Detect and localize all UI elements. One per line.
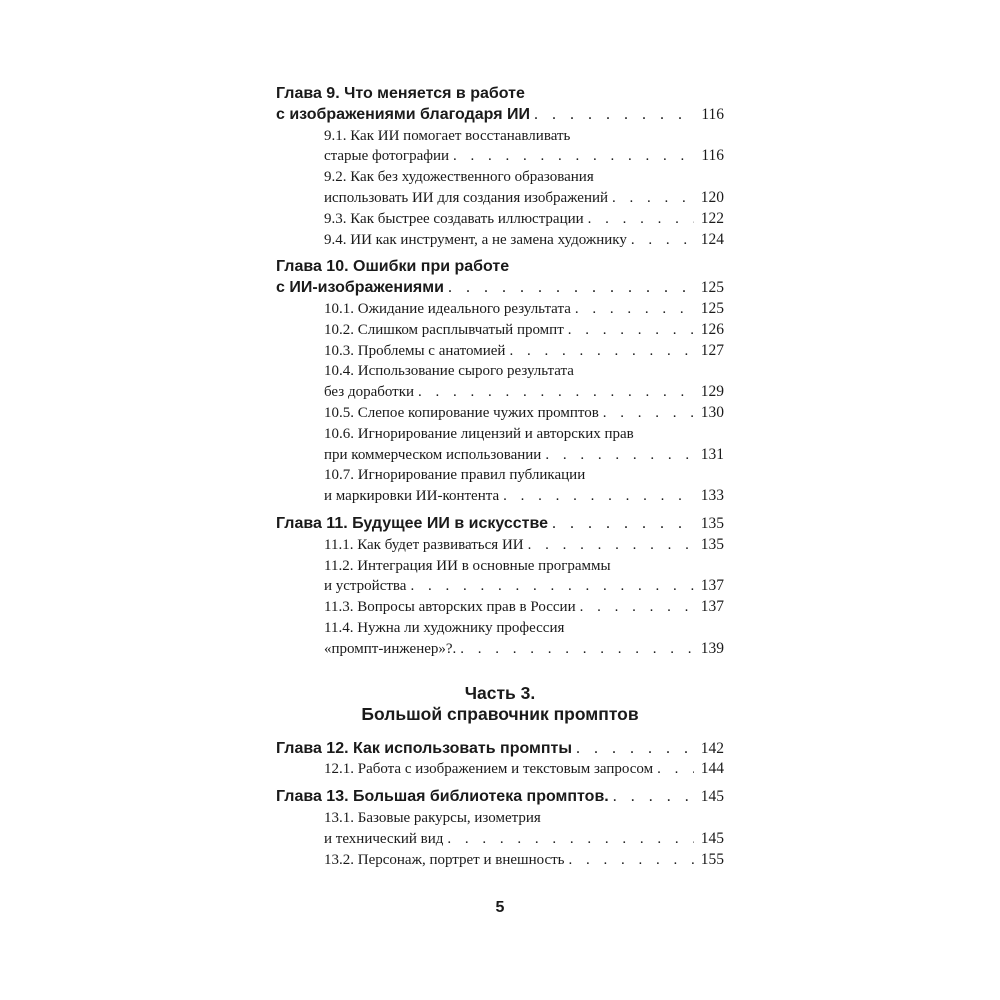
toc-entry[interactable] bbox=[276, 230, 724, 251]
toc-chapter-10 bbox=[276, 257, 724, 507]
leader-dots bbox=[509, 341, 694, 362]
toc-entry[interactable] bbox=[276, 445, 724, 466]
toc-entry[interactable] bbox=[276, 486, 724, 507]
toc-entry[interactable] bbox=[276, 209, 724, 230]
section-title-line: 11.4. Нужна ли художнику профессия bbox=[324, 619, 565, 636]
part-heading bbox=[276, 683, 724, 725]
page-ref: 126 bbox=[700, 320, 724, 338]
leader-dots bbox=[569, 850, 694, 871]
leader-dots bbox=[534, 105, 694, 126]
page-ref: 116 bbox=[701, 147, 724, 165]
leader-dots bbox=[580, 597, 694, 618]
chapter-title-line: Глава 13. Большая библиотека промптов. bbox=[276, 788, 609, 806]
toc-entry[interactable] bbox=[276, 146, 724, 167]
leader-dots bbox=[631, 230, 694, 251]
leader-dots bbox=[448, 278, 694, 299]
page-ref: 116 bbox=[701, 105, 724, 123]
toc-entry[interactable] bbox=[276, 341, 724, 362]
leader-dots bbox=[603, 403, 694, 424]
leader-dots bbox=[568, 320, 694, 341]
toc-entry[interactable] bbox=[276, 320, 724, 341]
toc-entry[interactable] bbox=[276, 597, 724, 618]
section-title-line: 13.2. Персонаж, портрет и внешность bbox=[324, 851, 565, 868]
toc-chapter-12 bbox=[276, 739, 724, 781]
page-ref: 139 bbox=[700, 639, 724, 657]
chapter-title-line: Глава 10. Ошибки при работе bbox=[276, 258, 510, 276]
chapter-title-line: с изображениями благодаря ИИ bbox=[276, 105, 531, 123]
page-ref: 145 bbox=[700, 829, 724, 847]
section-title-line: 9.2. Как без художественного образования bbox=[324, 169, 594, 186]
page-ref: 131 bbox=[700, 445, 724, 463]
section-title-line: 13.1. Базовые ракурсы, изометрия bbox=[324, 809, 541, 826]
page-ref: 135 bbox=[700, 535, 724, 553]
section-title-line: 10.3. Проблемы с анатомией bbox=[324, 342, 506, 359]
leader-dots bbox=[447, 829, 694, 850]
section-title-line: использовать ИИ для создания изображений bbox=[324, 189, 609, 206]
page-ref: 133 bbox=[700, 487, 724, 505]
toc-chapter-13 bbox=[276, 787, 724, 870]
leader-dots bbox=[612, 188, 694, 209]
page-ref: 125 bbox=[700, 299, 724, 317]
page-ref: 144 bbox=[700, 760, 724, 778]
section-title-line: и технический вид bbox=[324, 830, 444, 847]
section-title-line: 9.3. Как быстрее создавать иллюстрации bbox=[324, 210, 584, 227]
section-title-line: 10.4. Использование сырого результата bbox=[324, 363, 574, 380]
toc-entry[interactable] bbox=[276, 739, 724, 760]
section-title-line: 11.1. Как будет развиваться ИИ bbox=[324, 536, 524, 553]
leader-dots bbox=[418, 382, 694, 403]
leader-dots bbox=[552, 514, 694, 535]
page-ref: 142 bbox=[700, 739, 724, 757]
page-ref: 124 bbox=[700, 230, 724, 248]
leader-dots bbox=[575, 299, 694, 320]
section-title-line: старые фотографии bbox=[324, 148, 450, 165]
toc-entry[interactable] bbox=[276, 188, 724, 209]
page-ref: 127 bbox=[700, 341, 724, 359]
leader-dots bbox=[410, 576, 694, 597]
page-ref: 125 bbox=[700, 279, 724, 297]
toc-entry[interactable] bbox=[276, 514, 724, 535]
toc-entry[interactable] bbox=[276, 850, 724, 871]
toc-entry[interactable] bbox=[276, 278, 724, 299]
section-title-line: 10.7. Игнорирование правил публикации bbox=[324, 467, 586, 484]
toc-entry[interactable] bbox=[276, 829, 724, 850]
page-ref: 135 bbox=[700, 514, 724, 532]
leader-dots bbox=[453, 146, 694, 167]
page-ref: 145 bbox=[700, 788, 724, 806]
section-title-line: 12.1. Работа с изображением и текстовым запросом bbox=[324, 761, 654, 778]
page-number: 5 bbox=[495, 899, 505, 916]
toc-entry[interactable] bbox=[276, 403, 724, 424]
toc-entry[interactable] bbox=[276, 759, 724, 780]
section-title-line: без доработки bbox=[324, 384, 415, 401]
page-ref: 120 bbox=[700, 188, 724, 206]
part-title: Большой справочник промптов bbox=[361, 703, 639, 724]
toc-entry[interactable] bbox=[276, 382, 724, 403]
page-ref: 130 bbox=[700, 403, 724, 421]
chapter-title-line: Глава 12. Как использовать промпты bbox=[276, 739, 573, 757]
leader-dots bbox=[657, 759, 694, 780]
toc-entry[interactable] bbox=[276, 787, 724, 808]
section-title-line: 11.3. Вопросы авторских прав в России bbox=[324, 599, 576, 616]
leader-dots bbox=[613, 787, 694, 808]
toc-chapter-11 bbox=[276, 514, 724, 660]
section-title-line: и устройства bbox=[324, 578, 407, 595]
leader-dots bbox=[588, 209, 694, 230]
toc-chapter-9 bbox=[276, 84, 724, 250]
section-title-line: 9.1. Как ИИ помогает восстанавливать bbox=[324, 127, 571, 144]
section-title-line: «промпт-инженер»?. bbox=[324, 640, 457, 657]
toc-entry[interactable] bbox=[276, 299, 724, 320]
chapter-title-line: Глава 11. Будущее ИИ в искусстве bbox=[276, 514, 549, 532]
toc-entry[interactable] bbox=[276, 535, 724, 556]
section-title-line: 11.2. Интеграция ИИ в основные программы bbox=[324, 557, 611, 574]
section-title-line: 10.6. Игнорирование лицензий и авторских прав bbox=[324, 425, 634, 442]
section-title-line: 10.5. Слепое копирование чужих промптов bbox=[324, 404, 599, 421]
page-ref: 155 bbox=[700, 850, 724, 868]
toc-entry[interactable] bbox=[276, 105, 724, 126]
leader-dots bbox=[460, 639, 694, 660]
table-of-contents bbox=[276, 84, 724, 877]
section-title-line: 10.2. Слишком расплывчатый промпт bbox=[324, 321, 564, 338]
page-ref: 137 bbox=[700, 598, 724, 616]
leader-dots bbox=[503, 486, 694, 507]
page-ref: 129 bbox=[700, 383, 724, 401]
leader-dots bbox=[528, 535, 694, 556]
page-ref: 122 bbox=[700, 209, 724, 227]
section-title-line: и маркировки ИИ-контента bbox=[324, 488, 500, 505]
toc-entry[interactable] bbox=[276, 576, 724, 597]
section-title-line: 9.4. ИИ как инструмент, а не замена художнику bbox=[324, 231, 627, 248]
page-ref: 137 bbox=[700, 577, 724, 595]
part-number: Часть 3. bbox=[464, 682, 536, 703]
leader-dots bbox=[545, 445, 694, 466]
section-title-line: при коммерческом использовании bbox=[324, 446, 542, 463]
toc-entry[interactable] bbox=[276, 639, 724, 660]
section-title-line: 10.1. Ожидание идеального результата bbox=[324, 300, 571, 317]
chapter-title-line: с ИИ-изображениями bbox=[276, 279, 444, 297]
chapter-title-line: Глава 9. Что меняется в работе bbox=[276, 85, 525, 102]
leader-dots bbox=[576, 739, 694, 760]
